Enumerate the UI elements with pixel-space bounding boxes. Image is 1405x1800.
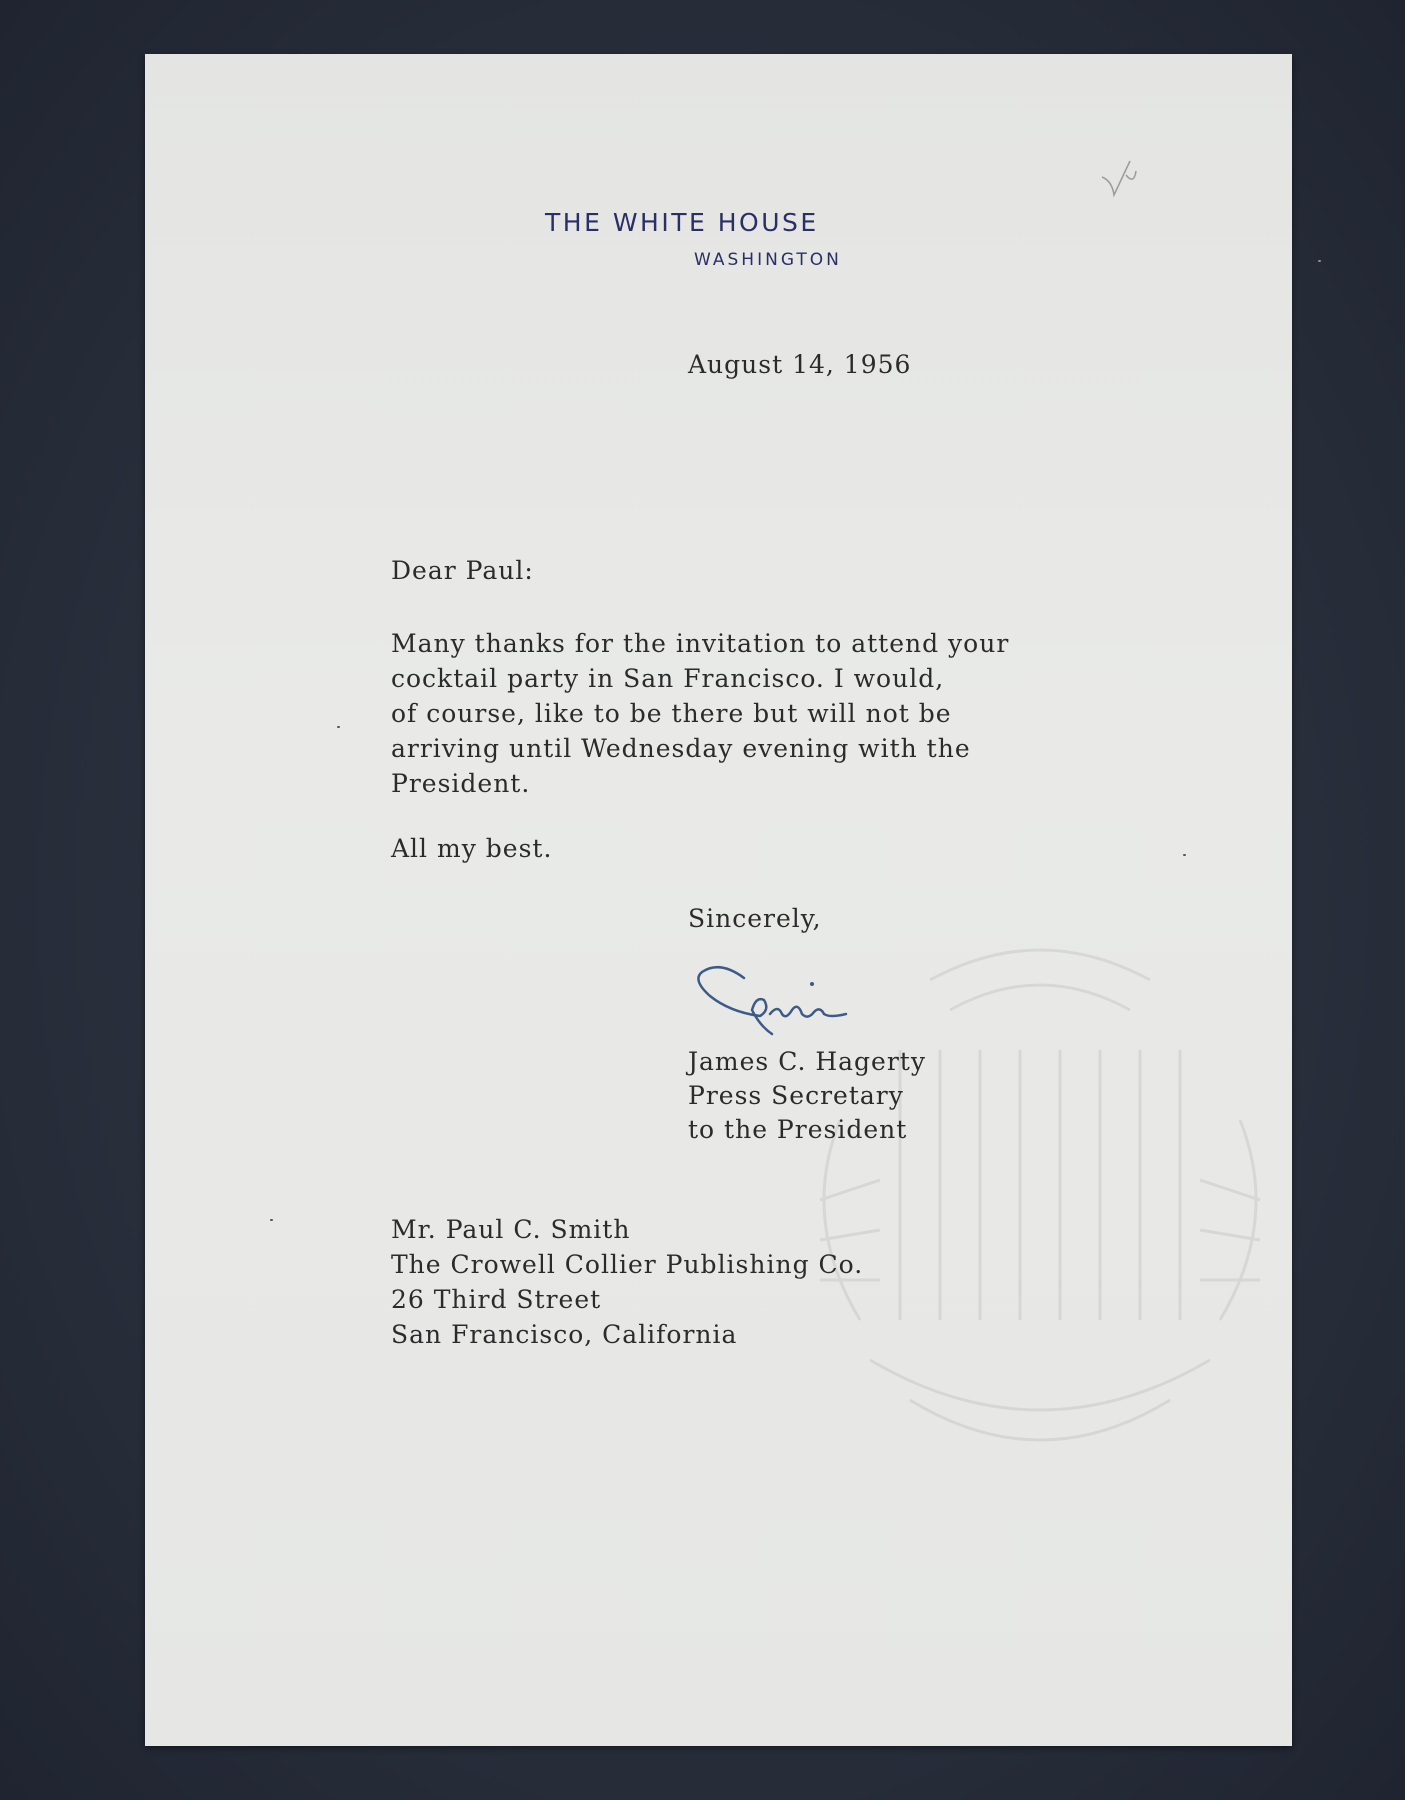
body-line: President. — [391, 769, 531, 798]
seal-watermark-icon — [780, 900, 1300, 1500]
signer-title-continued: to the President — [688, 1115, 908, 1144]
signoff: Sincerely, — [688, 904, 822, 933]
paper-speck — [270, 1219, 273, 1221]
body-line: arriving until Wednesday evening with the — [391, 734, 971, 763]
signer-title: Press Secretary — [688, 1081, 904, 1110]
recipient-company: The Crowell Collier Publishing Co. — [391, 1250, 864, 1279]
recipient-street: 26 Third Street — [391, 1285, 602, 1314]
letterhead-title: THE WHITE HOUSE — [545, 208, 819, 237]
letter-date: August 14, 1956 — [688, 350, 912, 379]
paper-speck — [337, 726, 340, 728]
paper-speck — [1183, 854, 1186, 856]
signer-name: James C. Hagerty — [688, 1047, 926, 1076]
body-line: cocktail party in San Francisco. I would, — [391, 664, 945, 693]
pencil-check-mark-icon — [1098, 155, 1158, 215]
body-line: of course, like to be there but will not be — [391, 699, 952, 728]
closing-line: All my best. — [391, 834, 553, 863]
body-line: Many thanks for the invitation to attend your — [391, 629, 1010, 658]
handwritten-signature-icon — [690, 950, 850, 1040]
mat-speck — [1318, 260, 1321, 262]
letter-body — [391, 626, 1009, 801]
recipient-name: Mr. Paul C. Smith — [391, 1215, 631, 1244]
signature-block — [688, 1045, 926, 1147]
salutation: Dear Paul: — [391, 556, 534, 585]
letterhead-location: WASHINGTON — [694, 250, 842, 270]
recipient-city: San Francisco, California — [391, 1320, 738, 1349]
recipient-address — [391, 1212, 863, 1352]
